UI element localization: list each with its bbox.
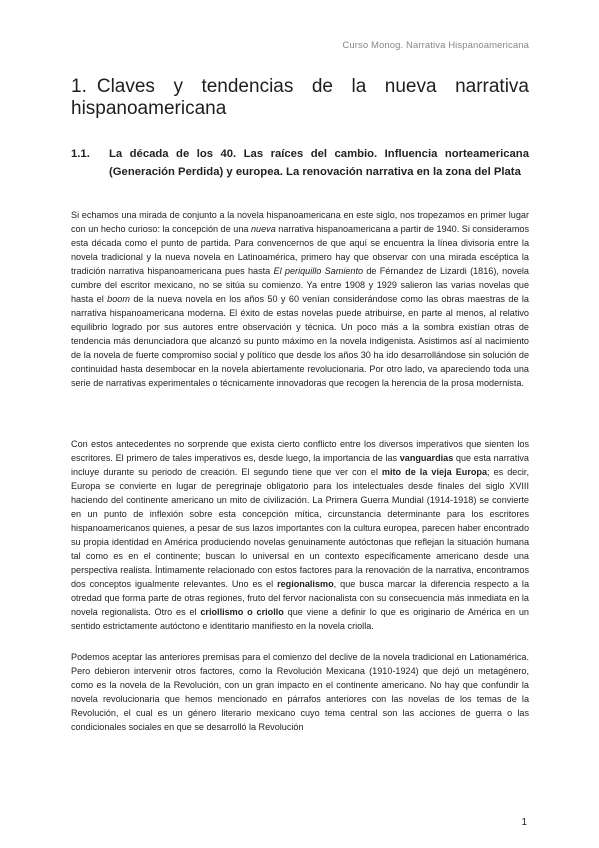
page-number: 1 bbox=[521, 817, 527, 828]
body-paragraph-3 bbox=[71, 650, 529, 762]
text-run: Si echamos una mirada de conjunto a la novela hispanoamericana en este siglo, nos tropezamos en primer lugar con un hecho curioso: la concepción de una bbox=[71, 210, 529, 234]
section-title-text: La década de los 40. Las raíces del cambio. Influencia norteamericana (Generación Perdida) y europea. La renovación narrativa en la zona del Plata bbox=[109, 148, 529, 178]
text-run: Podemos aceptar las anteriores premisas para el comienzo del declive de la novela tradicional en Lationamérica. Pero debieron intervenir otros factores, como la Revolución Mexicana (1910-1924) que dejó un metagénero, como es la novela de la Revolución, con un gran impacto en el continente americano. No hay que confundir la novela revolucionaria que hemos mencionado en párrafos anteriores con las novelas de los temas de la Revolución, el cual es un género literario mexicano cuyo tema central son las acciones de guerra o las condicionales sociales en que se desarrolló la Revolución bbox=[71, 652, 529, 732]
text-run: de Férnandez de Lizardi (1816), novela cumbre del escritor mexicano, no se sitúa su comienzo. Ya entre 1908 y 1929 salieron las varias novelas que hasta el bbox=[71, 266, 529, 304]
emphasis-text: El periquillo Samiento bbox=[273, 266, 364, 276]
body-paragraph-1 bbox=[71, 208, 529, 390]
text-run: narrativa hispanoamericana a partir de 1940. Si consideramos esta década como el punto de partida. Para convencernos de que aquí se encuentra la línea divisoria entre la novela tradicional y la nueva novela en Latinoamérica, primero hay que observar con una mirada escéptica la tradición narrativa hispanoamericana pues hasta bbox=[71, 224, 530, 276]
text-run: que viene a definir lo que es originario de América en un sentido estrictamente autóctono e identitario manifiesto en la novela criolla. bbox=[71, 607, 529, 631]
bold-term: regionalismo bbox=[277, 579, 334, 589]
text-run: ; es decir, Europa se convierte en lugar de peregrinaje obligatorio para los intelectuales desde finales del siglo XVIII haciendo del continente americano un mito de civilización. La Primera Guerra Mundial (1914-1918) se convierte en un punto de inflexión sobre esta concepción mítica, circunstancia determinante para los escritores hispanoamericanos quienes, a pesar de sus lazos importantes con la cultura europea, parecen haber encontrado su propia identidad en América produciendo novelas genuinamente autóctonas que reflejan la situación humana tal como es en el continente; buscan lo universal en un contexto específicamente americano desde una perspectiva realista. Íntimamente relacionado con estos factores para la renovación de la narrativa, encontramos dos conceptos igualmente relevantes. Uno es el bbox=[71, 467, 529, 589]
running-header: Curso Monog. Narrativa Hispanoamericana bbox=[342, 40, 529, 51]
bold-term: criollismo o criollo bbox=[200, 607, 284, 617]
chapter-title bbox=[71, 76, 529, 120]
bold-term: vanguardias bbox=[399, 453, 454, 463]
text-run: de la nueva novela en los años 50 y 60 venían considerándose como las obras maestras de la narrativa hispanoamericana moderna. El éxito de estas novelas puede atribuirse, en parte al menos, al relativo equilibrio logrado por sus autores entre observación y técnica. Un poco más a la sombra existían otras de tendencia más denunciadora que alcanzó su punto máximo en la novela indigenista. Asistimos así al nacimiento de la novela de fuerte compromiso social y político que desde los años 30 ha ido desarrollándose sin solución de continuidad hasta desembocar en la novela abiertamente revolucionaria. Por otro lado, va apareciendo toda una serie de narrativas experimentales o técnicamente innovadoras que recogen la herencia de la prosa modernista. bbox=[71, 294, 529, 388]
chapter-number: 1. bbox=[71, 76, 87, 97]
emphasis-text: nueva bbox=[250, 224, 276, 234]
body-paragraph-2 bbox=[71, 437, 529, 633]
chapter-title-text: Claves y tendencias de la nueva narrativa hispanoamericana bbox=[71, 76, 529, 119]
text-run: , que busca marcar la diferencia respecto a la otredad que forma parte de otras regiones, fruto del fervor nacionalista con su consecuencia más inmediata en la novela regionalista. Otro es el bbox=[71, 579, 529, 617]
emphasis-text: boom bbox=[107, 294, 130, 304]
bold-term: mito de la vieja Europa bbox=[381, 467, 488, 477]
text-run: que esta narrativa incluye durante su periodo de creación. El segundo tiene que ver con el bbox=[71, 453, 529, 477]
section-number: 1.1. bbox=[71, 148, 90, 160]
section-heading bbox=[71, 145, 529, 181]
text-run: Con estos antecedentes no sorprende que exista cierto conflicto entre los diversos imperativos que sienten los escritores. El primero de tales imperativos es, desde luego, la importancia de las bbox=[71, 439, 529, 463]
